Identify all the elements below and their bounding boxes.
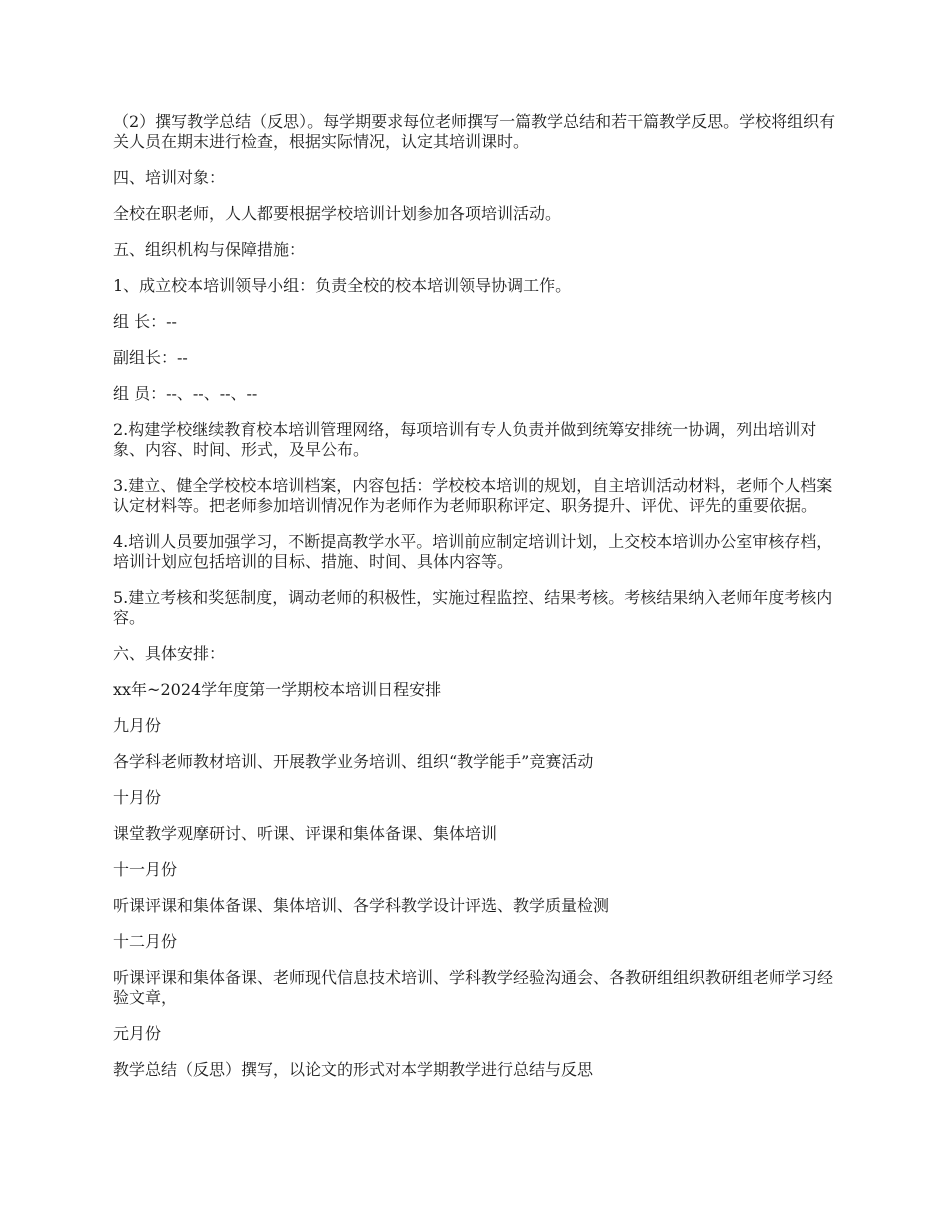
paragraph-november-plan: 听课评课和集体备课、集体培训、各学科教学设计评选、教学质量检测: [113, 896, 610, 915]
paragraph-item-3: 3.建立、健全学校校本培训档案，内容包括：学校校本培训的规划，自主培训活动材料，老师个人档案认定材料等。把老师参加培训情况作为老师作为老师职称评定、职务提升、评优、评先的重要依据。: [113, 476, 833, 515]
paragraph-item-4: 4.培训人员要加强学习，不断提高教学水平。培训前应制定培训计划，上交校本培训办公室审核存档，培训计划应包括培训的目标、措施、时间、具体内容等。: [113, 532, 833, 571]
month-september: 九月份: [113, 716, 162, 735]
paragraph-deputy-leader: 副组长：--: [113, 348, 188, 367]
paragraph-summary-writing: （2）撰写教学总结（反思）。每学期要求每位老师撰写一篇教学总结和若干篇教学反思。学校将组织有关人员在期末进行检查，根据实际情况，认定其培训课时。: [113, 112, 836, 151]
heading-training-target: 四、培训对象：: [113, 168, 226, 187]
paragraph-item-2: 2.构建学校继续教育校本培训管理网络，每项培训有专人负责并做到统筹安排统一协调，列出培训对象、内容、时间、形式，及早公布。: [113, 420, 817, 459]
paragraph-september-plan: 各学科老师教材培训、开展教学业务培训、组织“教学能手”竞赛活动: [113, 752, 594, 771]
paragraph-january-plan: 教学总结（反思）撰写，以论文的形式对本学期教学进行总结与反思: [113, 1060, 594, 1079]
paragraph-item-5: 5.建立考核和奖惩制度，调动老师的积极性，实施过程监控、结果考核。考核结果纳入老师年度考核内容。: [113, 588, 833, 627]
paragraph-october-plan: 课堂教学观摩研讨、听课、评课和集体备课、集体培训: [113, 824, 498, 843]
paragraph-group-leader: 组 长：--: [113, 312, 177, 331]
document-page: [113, 112, 843, 1096]
month-october: 十月份: [113, 788, 162, 807]
paragraph-schedule-title: xx年~2024学年度第一学期校本培训日程安排: [113, 680, 442, 699]
month-december: 十二月份: [113, 932, 178, 951]
paragraph-group-members: 组 员：--、--、--、--: [113, 384, 258, 403]
month-november: 十一月份: [113, 860, 178, 879]
month-january: 元月份: [113, 1024, 162, 1043]
paragraph-december-plan: 听课评课和集体备课、老师现代信息技术培训、学科教学经验沟通会、各教研组组织教研组老师学习经验文章，: [113, 968, 834, 1007]
paragraph-leading-group: 1、成立校本培训领导小组：负责全校的校本培训领导协调工作。: [113, 276, 572, 295]
heading-organization: 五、组织机构与保障措施：: [113, 240, 306, 259]
heading-schedule: 六、具体安排：: [113, 644, 226, 663]
paragraph-all-teachers: 全校在职老师，人人都要根据学校培训计划参加各项培训活动。: [113, 204, 562, 223]
